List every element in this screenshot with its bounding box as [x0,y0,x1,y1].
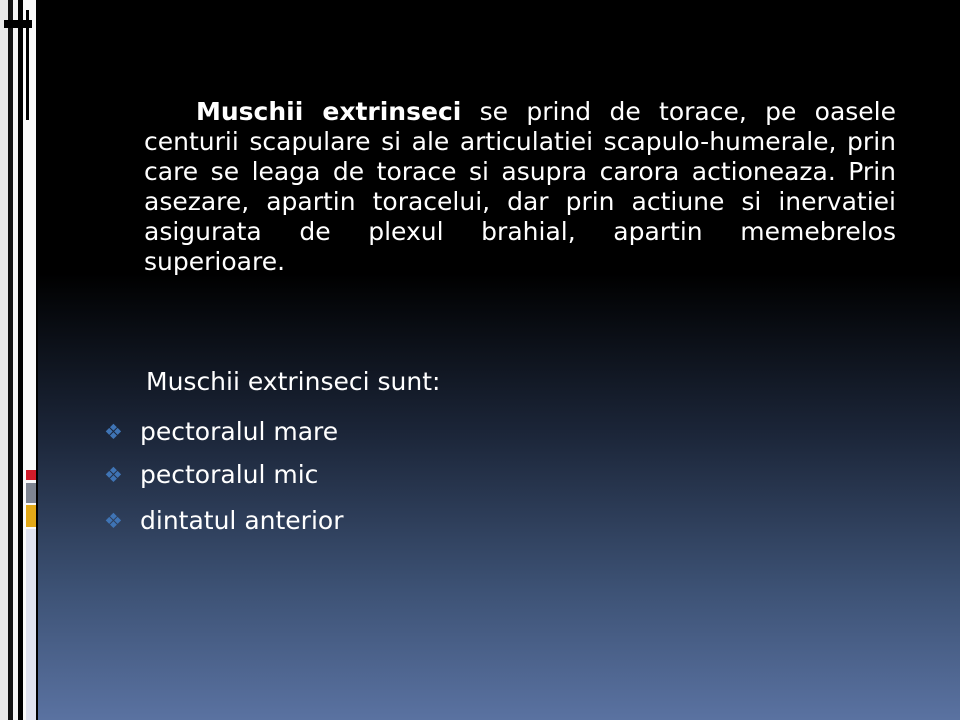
decor-notch [26,10,29,120]
list-item-label: pectoralul mare [140,417,339,446]
slide-body [144,97,896,277]
accent-block-gray [26,483,36,503]
diamond-bullet-icon: ❖ [104,508,123,533]
decor-stripe [0,0,8,720]
list-title: Muschii extrinseci sunt: [146,367,441,396]
list-item [104,417,338,446]
list-item-label: pectoralul mic [140,460,319,489]
list-item [104,506,343,535]
diamond-bullet-icon: ❖ [104,419,123,444]
list-item [104,460,318,489]
list-item-label: dintatul anterior [140,506,344,535]
intro-paragraph [144,97,896,277]
accent-block-gold [26,505,36,527]
diamond-bullet-icon: ❖ [104,462,123,487]
paragraph-lead: Muschii extrinseci [196,97,462,126]
left-decoration-bar [0,0,38,720]
accent-block-light [26,529,36,720]
paragraph-text: se prind de torace, pe oasele centurii scapulare si ale articulatiei scapulo-humerale, prin care se leaga de torace si asupra carora actioneaza. Prin asezare, apartin toracelui, dar prin actiune si inervatiei asigurata de plexul brahial, apartin memebrelos superioare. [144,97,896,276]
accent-square-red [26,470,36,480]
